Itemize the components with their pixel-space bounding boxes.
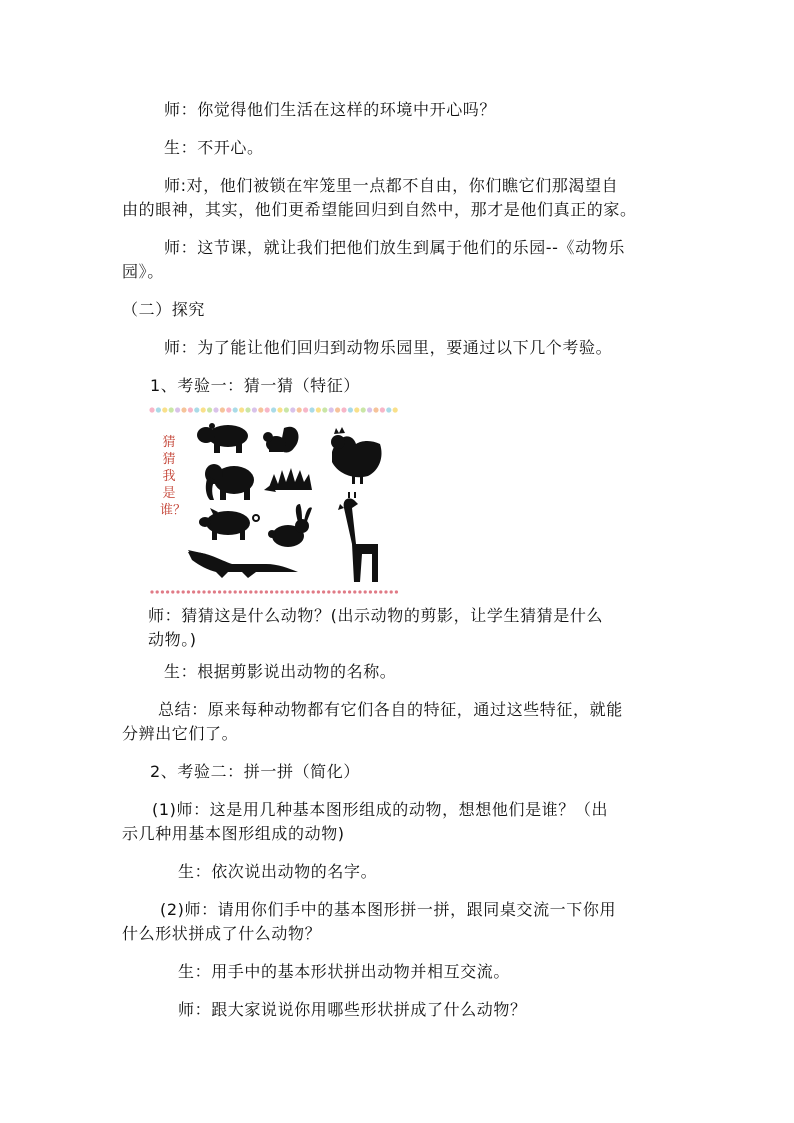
item-heading: 2、考验二：拼一拼（简化） <box>150 762 360 781</box>
decorative-dot <box>202 590 205 593</box>
decorative-dot <box>166 590 169 593</box>
decorative-dot <box>258 407 263 412</box>
decorative-dot <box>234 590 237 593</box>
decorative-dot <box>156 407 161 412</box>
squirrel-silhouette <box>263 427 299 453</box>
decorative-dot <box>156 590 159 593</box>
decorative-dot <box>338 590 341 593</box>
paragraph: 生：根据剪影说出动物的名称。 <box>164 662 397 681</box>
animal-silhouettes-figure <box>148 404 400 596</box>
decorative-dot <box>284 407 289 412</box>
decorative-dot <box>374 590 377 593</box>
crocodile-silhouette <box>188 550 298 578</box>
decorative-dot <box>290 407 295 412</box>
decorative-dot <box>194 407 199 412</box>
decorative-dot <box>348 407 353 412</box>
decorative-dot <box>306 590 309 593</box>
decorative-dot <box>312 590 315 593</box>
paragraph: 师：跟大家说说你用哪些形状拼成了什么动物？ <box>178 1000 527 1019</box>
decorative-dot <box>301 590 304 593</box>
decorative-dot <box>270 590 273 593</box>
decorative-dot <box>249 590 252 593</box>
paragraph: 师:对，他们被锁在牢笼里一点都不自由，你们瞧它们那渴望自 <box>164 176 619 195</box>
decorative-dot <box>208 590 211 593</box>
paragraph: 动物。) <box>148 630 197 649</box>
decorative-dot <box>367 407 372 412</box>
decorative-dot <box>162 407 167 412</box>
decorative-dot <box>149 407 154 412</box>
decorative-dot <box>169 407 174 412</box>
decorative-dot <box>161 590 164 593</box>
decorative-dot <box>309 407 314 412</box>
decorative-dot <box>207 407 212 412</box>
hedgehog-silhouette <box>264 468 312 492</box>
decorative-dot <box>182 590 185 593</box>
paragraph: (1)师：这是用几种基本图形组成的动物，想想他们是谁？（出 <box>152 800 609 819</box>
paragraph: 由的眼神，其实，他们更希望能回归到自然中，那才是他们真正的家。 <box>122 200 637 219</box>
decorative-dot <box>364 590 367 593</box>
decorative-dot <box>353 590 356 593</box>
paragraph: 师：为了能让他们回归到动物乐园里，要通过以下几个考验。 <box>164 338 613 357</box>
decorative-dot <box>322 407 327 412</box>
decorative-dot <box>188 407 193 412</box>
decorative-dot <box>373 407 378 412</box>
decorative-dot <box>260 590 263 593</box>
rabbit-silhouette <box>268 504 312 547</box>
decorative-dot <box>271 407 276 412</box>
paragraph: 师：这节课，就让我们把他们放生到属于他们的乐园--《动物乐 <box>164 238 625 257</box>
decorative-dot <box>280 590 283 593</box>
decorative-dot <box>220 407 225 412</box>
decorative-dot <box>329 407 334 412</box>
decorative-dot <box>393 407 398 412</box>
decorative-dot <box>197 590 200 593</box>
paragraph: 生：依次说出动物的名字。 <box>178 862 378 881</box>
pig-silhouette <box>199 508 259 540</box>
decorative-dot <box>303 407 308 412</box>
guess-who-label: 猜猜我是谁？ <box>160 435 187 518</box>
decorative-dot <box>201 407 206 412</box>
decorative-dot <box>317 590 320 593</box>
decorative-dot <box>192 590 195 593</box>
decorative-dot <box>239 590 242 593</box>
decorative-dot <box>277 407 282 412</box>
paragraph: 分辨出它们了。 <box>122 724 239 743</box>
paragraph: 师：猜猜这是什么动物？(出示动物的剪影，让学生猜猜是什么 <box>148 606 604 625</box>
elephant-silhouette <box>205 464 254 500</box>
decorative-dot <box>213 590 216 593</box>
decorative-dot <box>332 590 335 593</box>
decorative-dot <box>380 407 385 412</box>
decorative-dot <box>252 407 257 412</box>
decorative-dot <box>245 407 250 412</box>
decorative-dot <box>275 590 278 593</box>
decorative-dot <box>327 590 330 593</box>
decorative-dot <box>176 590 179 593</box>
decorative-dot <box>386 407 391 412</box>
decorative-dot <box>395 590 398 593</box>
paragraph: 生：不开心。 <box>164 138 264 157</box>
decorative-dot <box>239 407 244 412</box>
decorative-dots-top <box>149 407 397 412</box>
paragraph: 示几种用基本图形组成的动物) <box>122 824 345 843</box>
paragraph: 总结：原来每种动物都有它们各自的特征，通过这些特征，就能 <box>158 700 623 719</box>
decorative-dot <box>341 407 346 412</box>
paragraph: 师：你觉得他们生活在这样的环境中开心吗？ <box>164 100 497 119</box>
decorative-dot <box>291 590 294 593</box>
decorative-dot <box>358 590 361 593</box>
decorative-dot <box>218 590 221 593</box>
paragraph: 园》。 <box>122 262 164 281</box>
decorative-dot <box>233 407 238 412</box>
decorative-dot <box>369 590 372 593</box>
section-heading: （二）探究 <box>122 300 206 319</box>
decorative-dot <box>228 590 231 593</box>
decorative-dot <box>348 590 351 593</box>
decorative-dot <box>187 590 190 593</box>
hippo-silhouette <box>197 423 248 453</box>
decorative-dot <box>265 590 268 593</box>
decorative-dot <box>379 590 382 593</box>
decorative-dot <box>361 407 366 412</box>
decorative-dot <box>354 407 359 412</box>
decorative-dot <box>343 590 346 593</box>
rooster-silhouette <box>331 427 382 484</box>
decorative-dot <box>254 590 257 593</box>
decorative-dot <box>175 407 180 412</box>
decorative-dots-bottom <box>150 590 398 593</box>
decorative-dot <box>286 590 289 593</box>
decorative-dot <box>384 590 387 593</box>
paragraph: 生：用手中的基本形状拼出动物并相互交流。 <box>178 962 511 981</box>
decorative-dot <box>265 407 270 412</box>
paragraph: 什么形状拼成了什么动物？ <box>122 924 322 943</box>
decorative-dot <box>390 590 393 593</box>
decorative-dot <box>335 407 340 412</box>
decorative-dot <box>244 590 247 593</box>
decorative-dot <box>223 590 226 593</box>
decorative-dot <box>181 407 186 412</box>
decorative-dot <box>213 407 218 412</box>
decorative-dot <box>171 590 174 593</box>
decorative-dot <box>226 407 231 412</box>
giraffe-silhouette <box>338 492 378 582</box>
decorative-dot <box>150 590 153 593</box>
decorative-dot <box>296 590 299 593</box>
decorative-dot <box>297 407 302 412</box>
item-heading: 1、考验一：猜一猜（特征） <box>150 376 360 395</box>
decorative-dot <box>322 590 325 593</box>
decorative-dot <box>316 407 321 412</box>
paragraph: (2)师：请用你们手中的基本图形拼一拼，跟同桌交流一下你用 <box>160 900 617 919</box>
